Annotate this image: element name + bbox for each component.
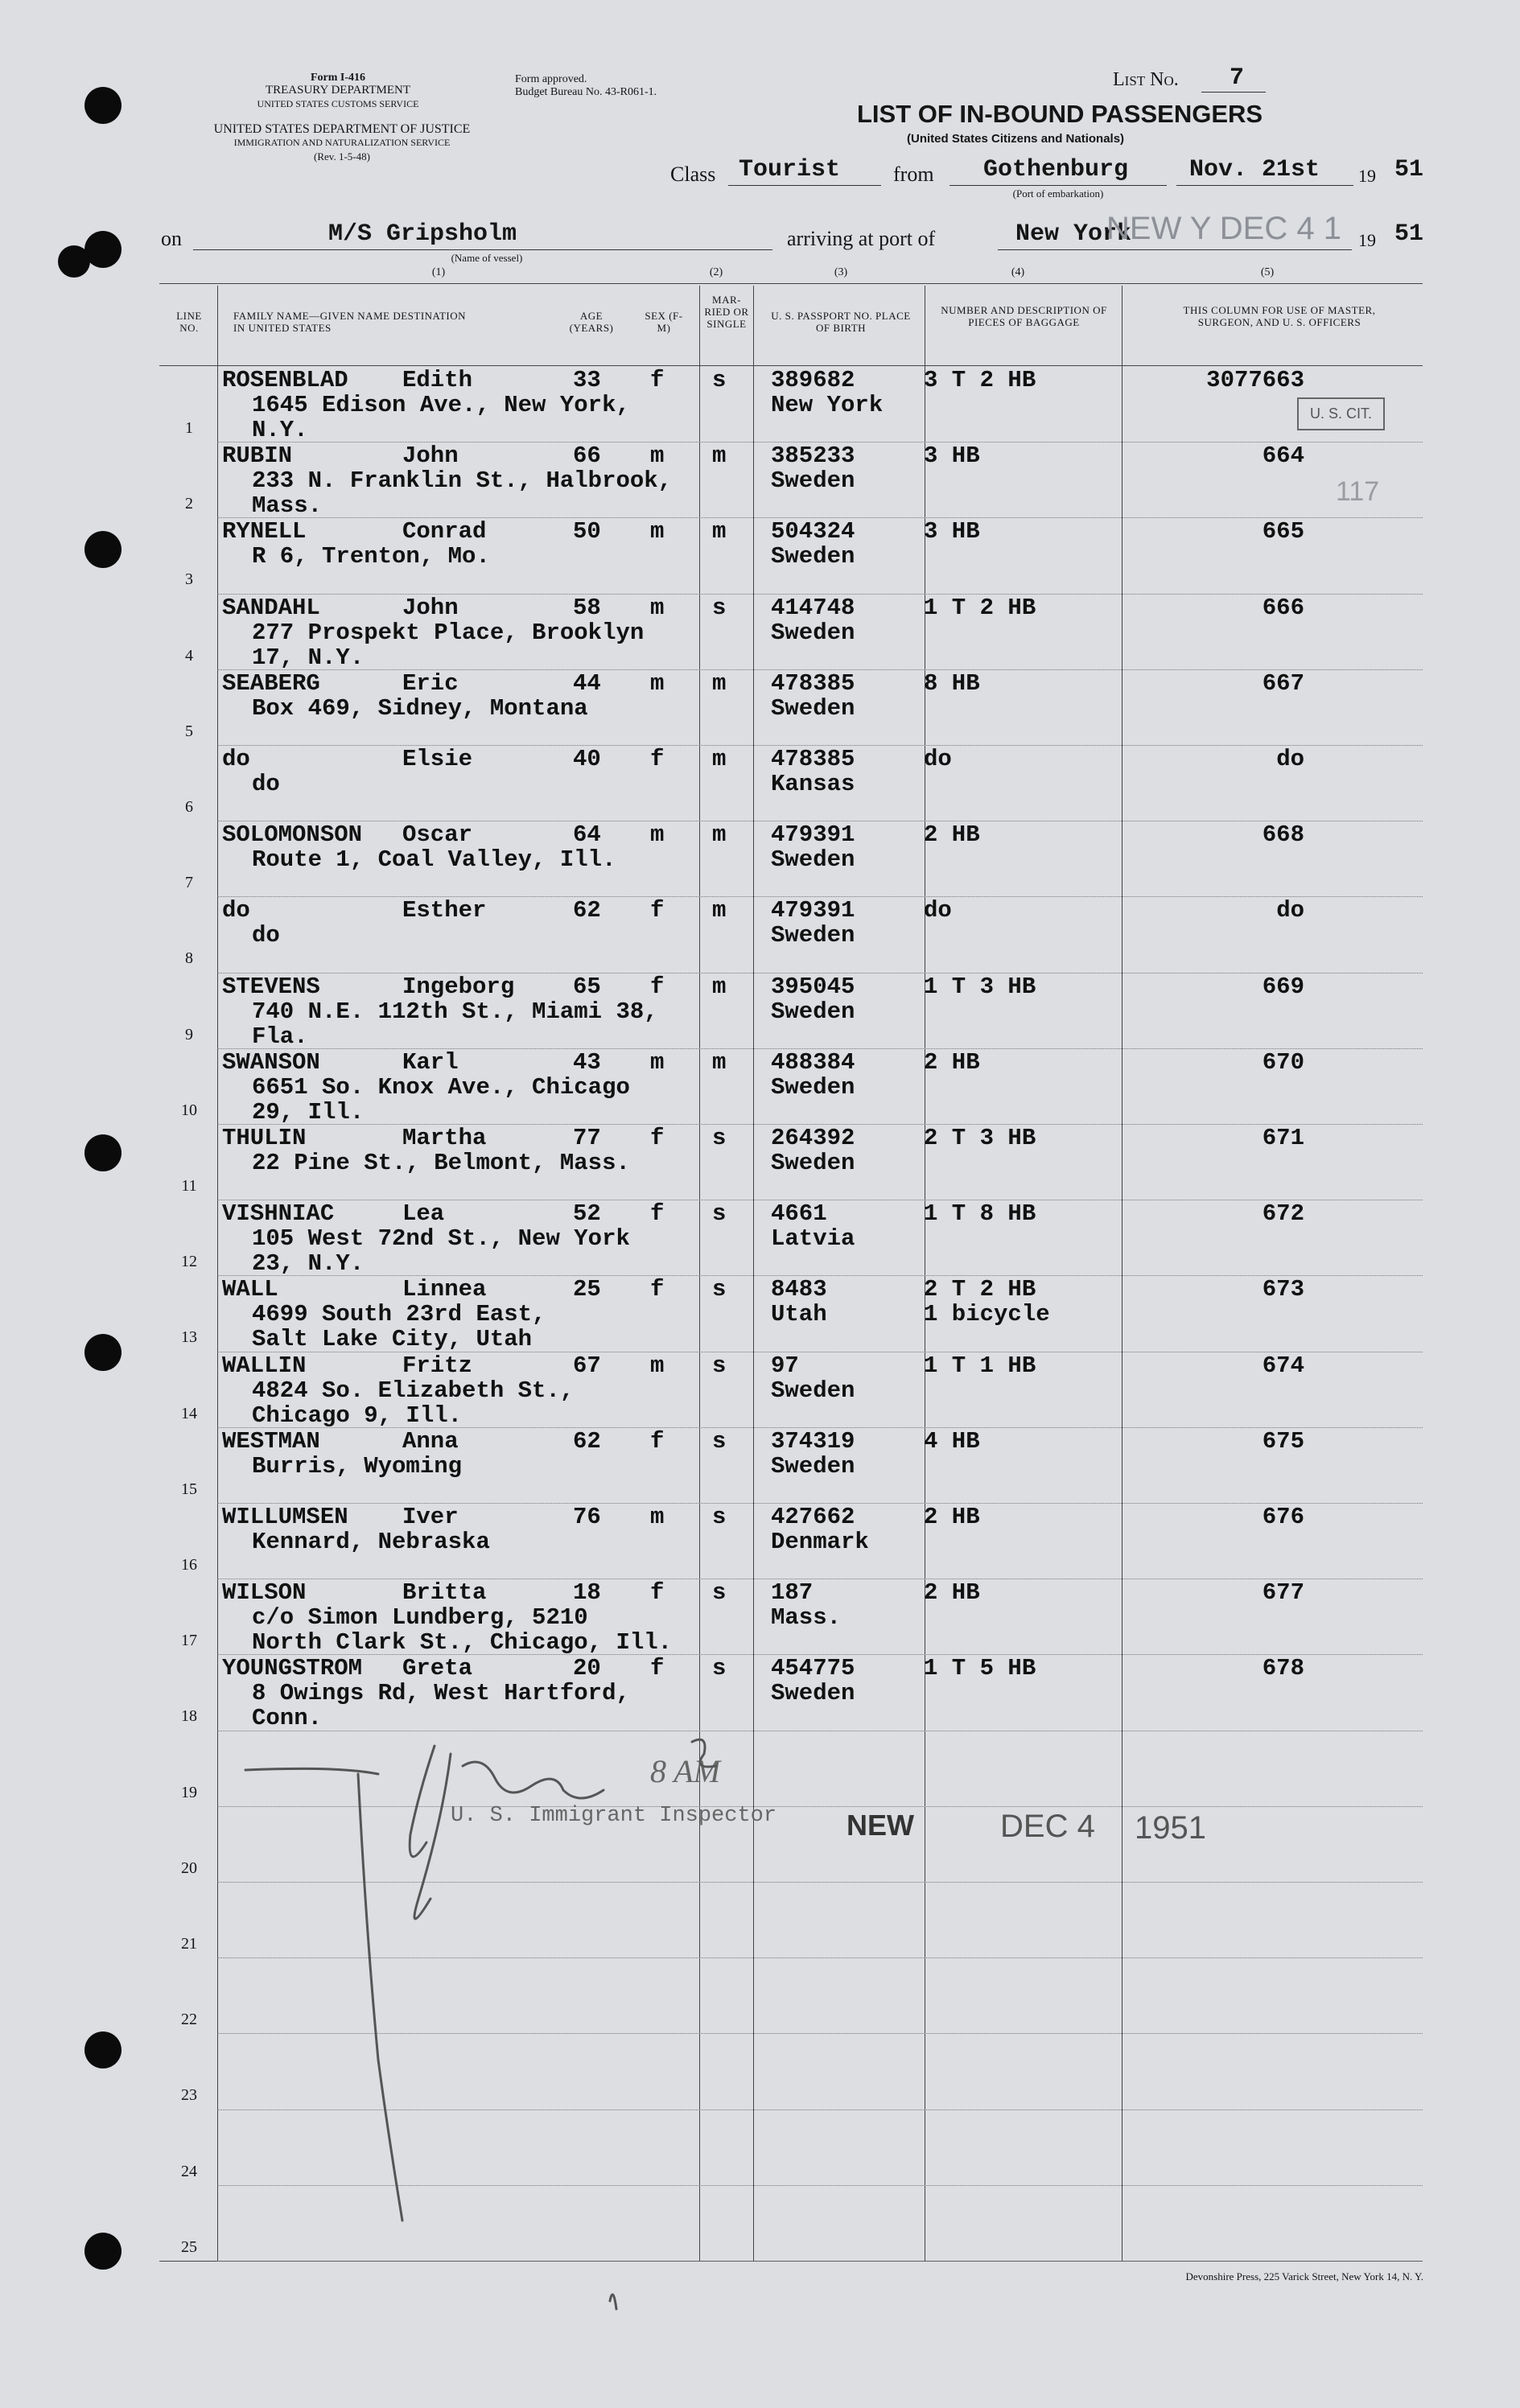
treasury-dept: TREASURY DEPARTMENT xyxy=(265,84,411,97)
inspection-stamp-city: NEW xyxy=(847,1809,914,1842)
place-of-birth: Sweden xyxy=(771,619,855,646)
arrival-date-stamp: NEW Y DEC 4 1 xyxy=(1106,211,1341,246)
marital-status: s xyxy=(712,1655,727,1682)
binder-hole xyxy=(84,87,122,124)
destination-line-1: R 6, Trenton, Mo. xyxy=(252,543,490,570)
on-label: on xyxy=(161,227,182,250)
line-number: 23 xyxy=(181,2086,197,2105)
baggage: 2 HB xyxy=(924,1579,980,1607)
binder-hole xyxy=(84,2233,122,2270)
destination-line-1: 233 N. Franklin St., Halbrook, xyxy=(252,467,673,495)
destination-line-1: 4699 South 23rd East, xyxy=(252,1301,546,1328)
line-number: 24 xyxy=(181,2162,197,2180)
family-name: ROSENBLAD xyxy=(222,367,348,393)
destination-line-2: Salt Lake City, Utah xyxy=(252,1326,533,1353)
row-separator xyxy=(217,2033,1423,2034)
from-label: from xyxy=(893,163,934,186)
sex: f xyxy=(650,1655,665,1682)
age: 58 xyxy=(573,594,601,621)
col-num-3: (3) xyxy=(834,266,848,278)
place-of-birth: Sweden xyxy=(771,846,855,874)
baggage: 2 T 2 HB xyxy=(924,1276,1036,1303)
family-name: SANDAHL xyxy=(222,594,320,621)
passport-number: 478385 xyxy=(771,746,855,772)
year-prefix: 19 xyxy=(1358,166,1376,186)
sex: m xyxy=(650,1352,665,1379)
passport-number: 488384 xyxy=(771,1048,855,1076)
destination-line-1: Route 1, Coal Valley, Ill. xyxy=(252,846,616,874)
sex: f xyxy=(650,897,665,924)
family-name: do xyxy=(222,746,250,772)
baggage: 1 T 2 HB xyxy=(924,594,1036,621)
line-number: 16 xyxy=(181,1556,197,1574)
row-separator xyxy=(217,1957,1423,1958)
officer-number: 673 xyxy=(1262,1276,1304,1303)
budget-bureau: Budget Bureau No. 43-R061-1. xyxy=(515,86,657,98)
place-of-birth: Sweden xyxy=(771,1073,855,1101)
marital-status: s xyxy=(712,1200,727,1228)
form-number: Form I-416 xyxy=(310,72,366,84)
line-number: 15 xyxy=(181,1480,197,1498)
row-separator xyxy=(217,1806,1423,1807)
marital-status: s xyxy=(712,1579,727,1607)
passport-number: 479391 xyxy=(771,897,855,924)
family-name: STEVENS xyxy=(222,973,320,1000)
age: 67 xyxy=(573,1352,601,1379)
place-of-birth: Sweden xyxy=(771,1452,855,1480)
line-number: 13 xyxy=(181,1328,197,1347)
marital-status: s xyxy=(712,1276,727,1303)
from-value: Gothenburg xyxy=(983,156,1129,183)
from-line xyxy=(949,185,1167,186)
form-approved: Form approved. xyxy=(515,73,587,85)
family-name: WALLIN xyxy=(222,1352,307,1379)
vessel-line xyxy=(193,249,772,250)
destination-line-1: do xyxy=(252,922,280,949)
destination-line-2: Mass. xyxy=(252,492,323,520)
line-number: 18 xyxy=(181,1707,197,1726)
destination-line-1: 1645 Edison Ave., New York, xyxy=(252,392,630,418)
marital-status: s xyxy=(712,1125,727,1151)
binder-hole xyxy=(58,245,90,278)
sex: f xyxy=(650,367,665,393)
age: 64 xyxy=(573,821,601,849)
given-name: Elsie xyxy=(402,746,473,772)
passport-number: 395045 xyxy=(771,973,855,1000)
inspector-time: 8 AM xyxy=(650,1753,721,1789)
family-name: WILSON xyxy=(222,1579,307,1607)
marital-status: s xyxy=(712,1504,727,1530)
destination-line-2: Chicago 9, Ill. xyxy=(252,1402,463,1429)
officer-number: 665 xyxy=(1262,518,1304,545)
justice-dept: UNITED STATES DEPARTMENT OF JUSTICE xyxy=(213,122,471,136)
inspection-stamp-date: DEC 4 xyxy=(1000,1809,1095,1844)
row-separator xyxy=(217,1882,1423,1883)
marital-status: m xyxy=(712,821,727,849)
age: 20 xyxy=(573,1655,601,1682)
baggage: 2 HB xyxy=(924,1048,980,1076)
family-name: YOUNGSTROM xyxy=(222,1655,363,1682)
place-of-birth: New York xyxy=(771,392,884,418)
line-number: 1 xyxy=(185,419,193,437)
place-of-birth: Denmark xyxy=(771,1529,869,1555)
baggage: 8 HB xyxy=(924,669,980,697)
family-name: THULIN xyxy=(222,1125,307,1151)
list-no-label: List No. xyxy=(1113,69,1179,90)
class-value: Tourist xyxy=(739,156,841,183)
sex: m xyxy=(650,518,665,545)
customs-service: UNITED STATES CUSTOMS SERVICE xyxy=(257,98,419,109)
header-passport: U. S. PASSPORT NO. PLACE OF BIRTH xyxy=(771,310,911,334)
marital-status: m xyxy=(712,746,727,772)
family-name: RUBIN xyxy=(222,442,293,470)
passport-number: 264392 xyxy=(771,1125,855,1151)
sex: f xyxy=(650,973,665,1000)
binder-hole xyxy=(84,2031,122,2068)
family-name: do xyxy=(222,897,250,924)
sex: f xyxy=(650,1579,665,1607)
sex: m xyxy=(650,594,665,621)
destination-line-1: do xyxy=(252,771,280,797)
passport-number: 479391 xyxy=(771,821,855,849)
baggage: do xyxy=(924,746,952,772)
line-number: 25 xyxy=(181,2237,197,2256)
col-rule xyxy=(753,286,754,2261)
age: 50 xyxy=(573,518,601,545)
col-rule xyxy=(699,286,700,2261)
given-name: Fritz xyxy=(402,1352,473,1379)
sex: m xyxy=(650,821,665,849)
line-number: 2 xyxy=(185,495,193,513)
marital-status: m xyxy=(712,518,727,545)
sex: f xyxy=(650,1200,665,1228)
header-officers: THIS COLUMN FOR USE OF MASTER, SURGEON, AND U. S. OFFICERS xyxy=(1183,304,1376,328)
sex: f xyxy=(650,1276,665,1303)
destination-line-1: 740 N.E. 112th St., Miami 38, xyxy=(252,998,658,1025)
place-of-birth: Sweden xyxy=(771,1150,855,1176)
date-value: Nov. 21st xyxy=(1189,156,1320,183)
marital-status: m xyxy=(712,897,727,924)
age: 77 xyxy=(573,1125,601,1151)
passport-number: 8483 xyxy=(771,1276,827,1303)
printer-footer: Devonshire Press, 225 Varick Street, New York 14, N. Y. xyxy=(1185,2270,1423,2282)
officer-number: 668 xyxy=(1262,821,1304,849)
officer-number: 678 xyxy=(1262,1655,1304,1682)
passport-number: 385233 xyxy=(771,442,855,470)
line-number: 3 xyxy=(185,570,193,589)
marital-status: s xyxy=(712,1352,727,1379)
officer-number: 666 xyxy=(1262,594,1304,621)
place-of-birth: Utah xyxy=(771,1301,827,1328)
destination-line-1: Box 469, Sidney, Montana xyxy=(252,694,588,722)
baggage: 2 HB xyxy=(924,821,980,849)
baggage: 3 HB xyxy=(924,442,980,470)
officer-number: do xyxy=(1276,897,1304,924)
destination-line-1: 4824 So. Elizabeth St., xyxy=(252,1377,575,1404)
given-name: Iver xyxy=(402,1504,459,1530)
col-num-1: (1) xyxy=(431,266,446,278)
revision: (Rev. 1-5-48) xyxy=(314,150,370,163)
place-of-birth: Sweden xyxy=(771,998,855,1025)
destination-line-1: Kennard, Nebraska xyxy=(252,1529,490,1555)
given-name: Esther xyxy=(402,897,487,924)
ins-service: IMMIGRATION AND NATURALIZATION SERVICE xyxy=(233,137,451,148)
place-of-birth: Sweden xyxy=(771,467,855,495)
destination-line-1: 8 Owings Rd, West Hartford, xyxy=(252,1680,630,1707)
destination-line-2: 29, Ill. xyxy=(252,1098,365,1126)
col-rule xyxy=(217,286,218,2261)
baggage: 2 T 3 HB xyxy=(924,1125,1036,1151)
arrival-year-prefix: 19 xyxy=(1358,230,1376,250)
row-separator xyxy=(217,2185,1423,2186)
header-baggage: NUMBER AND DESCRIPTION OF PIECES OF BAGGAGE xyxy=(941,304,1107,328)
marital-status: s xyxy=(712,1427,727,1455)
age: 18 xyxy=(573,1579,601,1607)
table-top-rule xyxy=(159,283,1423,284)
place-of-birth: Mass. xyxy=(771,1604,842,1632)
binder-hole xyxy=(84,531,122,568)
sex: m xyxy=(650,669,665,697)
header-sex: SEX (F-M) xyxy=(645,310,683,334)
arrival-port: New York xyxy=(1015,220,1132,248)
officer-number: 674 xyxy=(1262,1352,1304,1379)
place-of-birth: Sweden xyxy=(771,694,855,722)
marital-status: s xyxy=(712,594,727,621)
given-name: Edith xyxy=(402,367,473,393)
destination-line-1: c/o Simon Lundberg, 5210 xyxy=(252,1604,588,1632)
arriving-label: arriving at port of xyxy=(787,227,936,250)
destination-line-2: North Clark St., Chicago, Ill. xyxy=(252,1629,673,1657)
place-of-birth: Sweden xyxy=(771,1680,855,1707)
baggage: 1 T 8 HB xyxy=(924,1200,1036,1228)
family-name: WALL xyxy=(222,1276,278,1303)
line-number: 17 xyxy=(181,1632,197,1650)
line-number: 20 xyxy=(181,1858,197,1877)
line-number: 11 xyxy=(181,1177,197,1195)
line-number: 21 xyxy=(181,1935,197,1953)
given-name: Greta xyxy=(402,1655,473,1682)
destination-line-1: 22 Pine St., Belmont, Mass. xyxy=(252,1150,630,1176)
port-embark-note: (Port of embarkation) xyxy=(1012,187,1104,200)
baggage: 2 HB xyxy=(924,1504,980,1530)
place-of-birth: Sweden xyxy=(771,1377,855,1404)
arrival-year-suffix: 51 xyxy=(1394,220,1424,248)
sex: m xyxy=(650,1048,665,1076)
family-name: VISHNIAC xyxy=(222,1200,335,1228)
line-number: 7 xyxy=(185,874,193,892)
given-name: Linnea xyxy=(402,1276,487,1303)
age: 62 xyxy=(573,1427,601,1455)
officer-number: 675 xyxy=(1262,1427,1304,1455)
header-age: AGE (YEARS) xyxy=(569,310,614,334)
officer-number: 672 xyxy=(1262,1200,1304,1228)
destination-line-2: N.Y. xyxy=(252,417,308,443)
age: 52 xyxy=(573,1200,601,1228)
inspection-stamp-year: 1951 xyxy=(1135,1810,1206,1846)
officer-number: 671 xyxy=(1262,1125,1304,1151)
passport-number: 504324 xyxy=(771,518,855,545)
baggage: do xyxy=(924,897,952,924)
destination-line-1: Burris, Wyoming xyxy=(252,1452,463,1480)
margin-number: 117 xyxy=(1336,476,1380,507)
marital-status: m xyxy=(712,973,727,1000)
line-number: 14 xyxy=(181,1404,197,1422)
age: 25 xyxy=(573,1276,601,1303)
age: 76 xyxy=(573,1504,601,1530)
place-of-birth: Latvia xyxy=(771,1225,855,1253)
passport-number: 389682 xyxy=(771,367,855,393)
col-num-4: (4) xyxy=(1011,266,1025,278)
line-number: 8 xyxy=(185,949,193,968)
line-number: 6 xyxy=(185,798,193,816)
marital-status: s xyxy=(712,367,727,393)
line-number: 10 xyxy=(181,1101,197,1119)
passport-number: 374319 xyxy=(771,1427,855,1455)
list-no-line xyxy=(1201,92,1266,93)
baggage: 3 HB xyxy=(924,518,980,545)
table-header-rule xyxy=(159,365,1423,366)
given-name: Britta xyxy=(402,1579,487,1607)
family-name: SWANSON xyxy=(222,1048,320,1076)
destination-line-1: 105 West 72nd St., New York xyxy=(252,1225,630,1253)
document-title: LIST OF IN-BOUND PASSENGERS xyxy=(857,100,1263,128)
given-name: Eric xyxy=(402,669,459,697)
officer-number: 677 xyxy=(1262,1579,1304,1607)
class-line xyxy=(728,185,881,186)
age: 33 xyxy=(573,367,601,393)
inspector-label: U. S. Immigrant Inspector xyxy=(451,1804,777,1828)
line-number: 19 xyxy=(181,1783,197,1801)
place-of-birth: Kansas xyxy=(771,771,855,797)
officer-number: 3077663 xyxy=(1206,367,1304,393)
marital-status: m xyxy=(712,442,727,470)
document-subtitle: (United States Citizens and Nationals) xyxy=(907,132,1125,146)
given-name: Ingeborg xyxy=(402,973,515,1000)
sex: f xyxy=(650,1427,665,1455)
given-name: John xyxy=(402,594,459,621)
given-name: John xyxy=(402,442,459,470)
age: 43 xyxy=(573,1048,601,1076)
passport-number: 187 xyxy=(771,1579,814,1607)
col-num-2: (2) xyxy=(709,266,723,278)
age: 40 xyxy=(573,746,601,772)
header-line-no: LINE NO. xyxy=(176,310,202,334)
marital-status: m xyxy=(712,669,727,697)
given-name: Lea xyxy=(402,1200,445,1228)
destination-line-2: Conn. xyxy=(252,1705,323,1732)
passport-number: 478385 xyxy=(771,669,855,697)
sex: m xyxy=(650,1504,665,1530)
line-number: 4 xyxy=(185,646,193,665)
age: 62 xyxy=(573,897,601,924)
given-name: Martha xyxy=(402,1125,487,1151)
line-number: 22 xyxy=(181,2011,197,2029)
marital-status: m xyxy=(712,1048,727,1076)
given-name: Karl xyxy=(402,1048,459,1076)
baggage: 1 T 1 HB xyxy=(924,1352,1036,1379)
family-name: SEABERG xyxy=(222,669,320,697)
us-citizen-stamp: U. S. CIT. xyxy=(1297,397,1385,430)
family-name: SOLOMONSON xyxy=(222,821,363,849)
line-number: 5 xyxy=(185,722,193,740)
destination-line-2: 17, N.Y. xyxy=(252,644,365,671)
destination-line-2: Fla. xyxy=(252,1023,308,1050)
line-number: 9 xyxy=(185,1025,193,1043)
family-name: WILLUMSEN xyxy=(222,1504,348,1530)
given-name: Oscar xyxy=(402,821,473,849)
family-name: RYNELL xyxy=(222,518,307,545)
destination-line-1: 277 Prospekt Place, Brooklyn xyxy=(252,619,645,646)
header-name-dest: FAMILY NAME—GIVEN NAME DESTINATION IN UNITED STATES xyxy=(233,310,467,334)
row-separator xyxy=(217,2261,1423,2262)
place-of-birth: Sweden xyxy=(771,922,855,949)
baggage-extra: 1 bicycle xyxy=(924,1301,1050,1328)
age: 65 xyxy=(573,973,601,1000)
officer-number: 664 xyxy=(1262,442,1304,470)
date-line xyxy=(1176,185,1353,186)
passport-number: 414748 xyxy=(771,594,855,621)
sex: m xyxy=(650,442,665,470)
given-name: Conrad xyxy=(402,518,487,545)
officer-number: 670 xyxy=(1262,1048,1304,1076)
list-no-value: 7 xyxy=(1230,64,1245,92)
destination-line-2: 23, N.Y. xyxy=(252,1250,365,1278)
officer-number: 669 xyxy=(1262,973,1304,1000)
officer-number: do xyxy=(1276,746,1304,772)
line-number: 12 xyxy=(181,1253,197,1271)
age: 44 xyxy=(573,669,601,697)
vessel-note: (Name of vessel) xyxy=(451,252,523,264)
baggage: 4 HB xyxy=(924,1427,980,1455)
vessel-name: M/S Gripsholm xyxy=(328,220,517,248)
officer-number: 676 xyxy=(1262,1504,1304,1530)
sex: f xyxy=(650,746,665,772)
destination-line-1: 6651 So. Knox Ave., Chicago xyxy=(252,1073,630,1101)
passport-number: 454775 xyxy=(771,1655,855,1682)
year-suffix: 51 xyxy=(1394,156,1424,183)
binder-hole xyxy=(84,1334,122,1371)
arrival-line xyxy=(998,249,1352,250)
age: 66 xyxy=(573,442,601,470)
baggage: 3 T 2 HB xyxy=(924,367,1036,393)
col-num-5: (5) xyxy=(1260,266,1275,278)
passport-number: 4661 xyxy=(771,1200,827,1228)
passport-number: 427662 xyxy=(771,1504,855,1530)
officer-number: 667 xyxy=(1262,669,1304,697)
place-of-birth: Sweden xyxy=(771,543,855,570)
binder-hole xyxy=(84,1134,122,1171)
baggage: 1 T 5 HB xyxy=(924,1655,1036,1682)
passport-number: 97 xyxy=(771,1352,799,1379)
sex: f xyxy=(650,1125,665,1151)
given-name: Anna xyxy=(402,1427,459,1455)
family-name: WESTMAN xyxy=(222,1427,320,1455)
header-married: MAR-RIED OR SINGLE xyxy=(704,294,749,330)
class-label: Class xyxy=(670,163,716,186)
baggage: 1 T 3 HB xyxy=(924,973,1036,1000)
